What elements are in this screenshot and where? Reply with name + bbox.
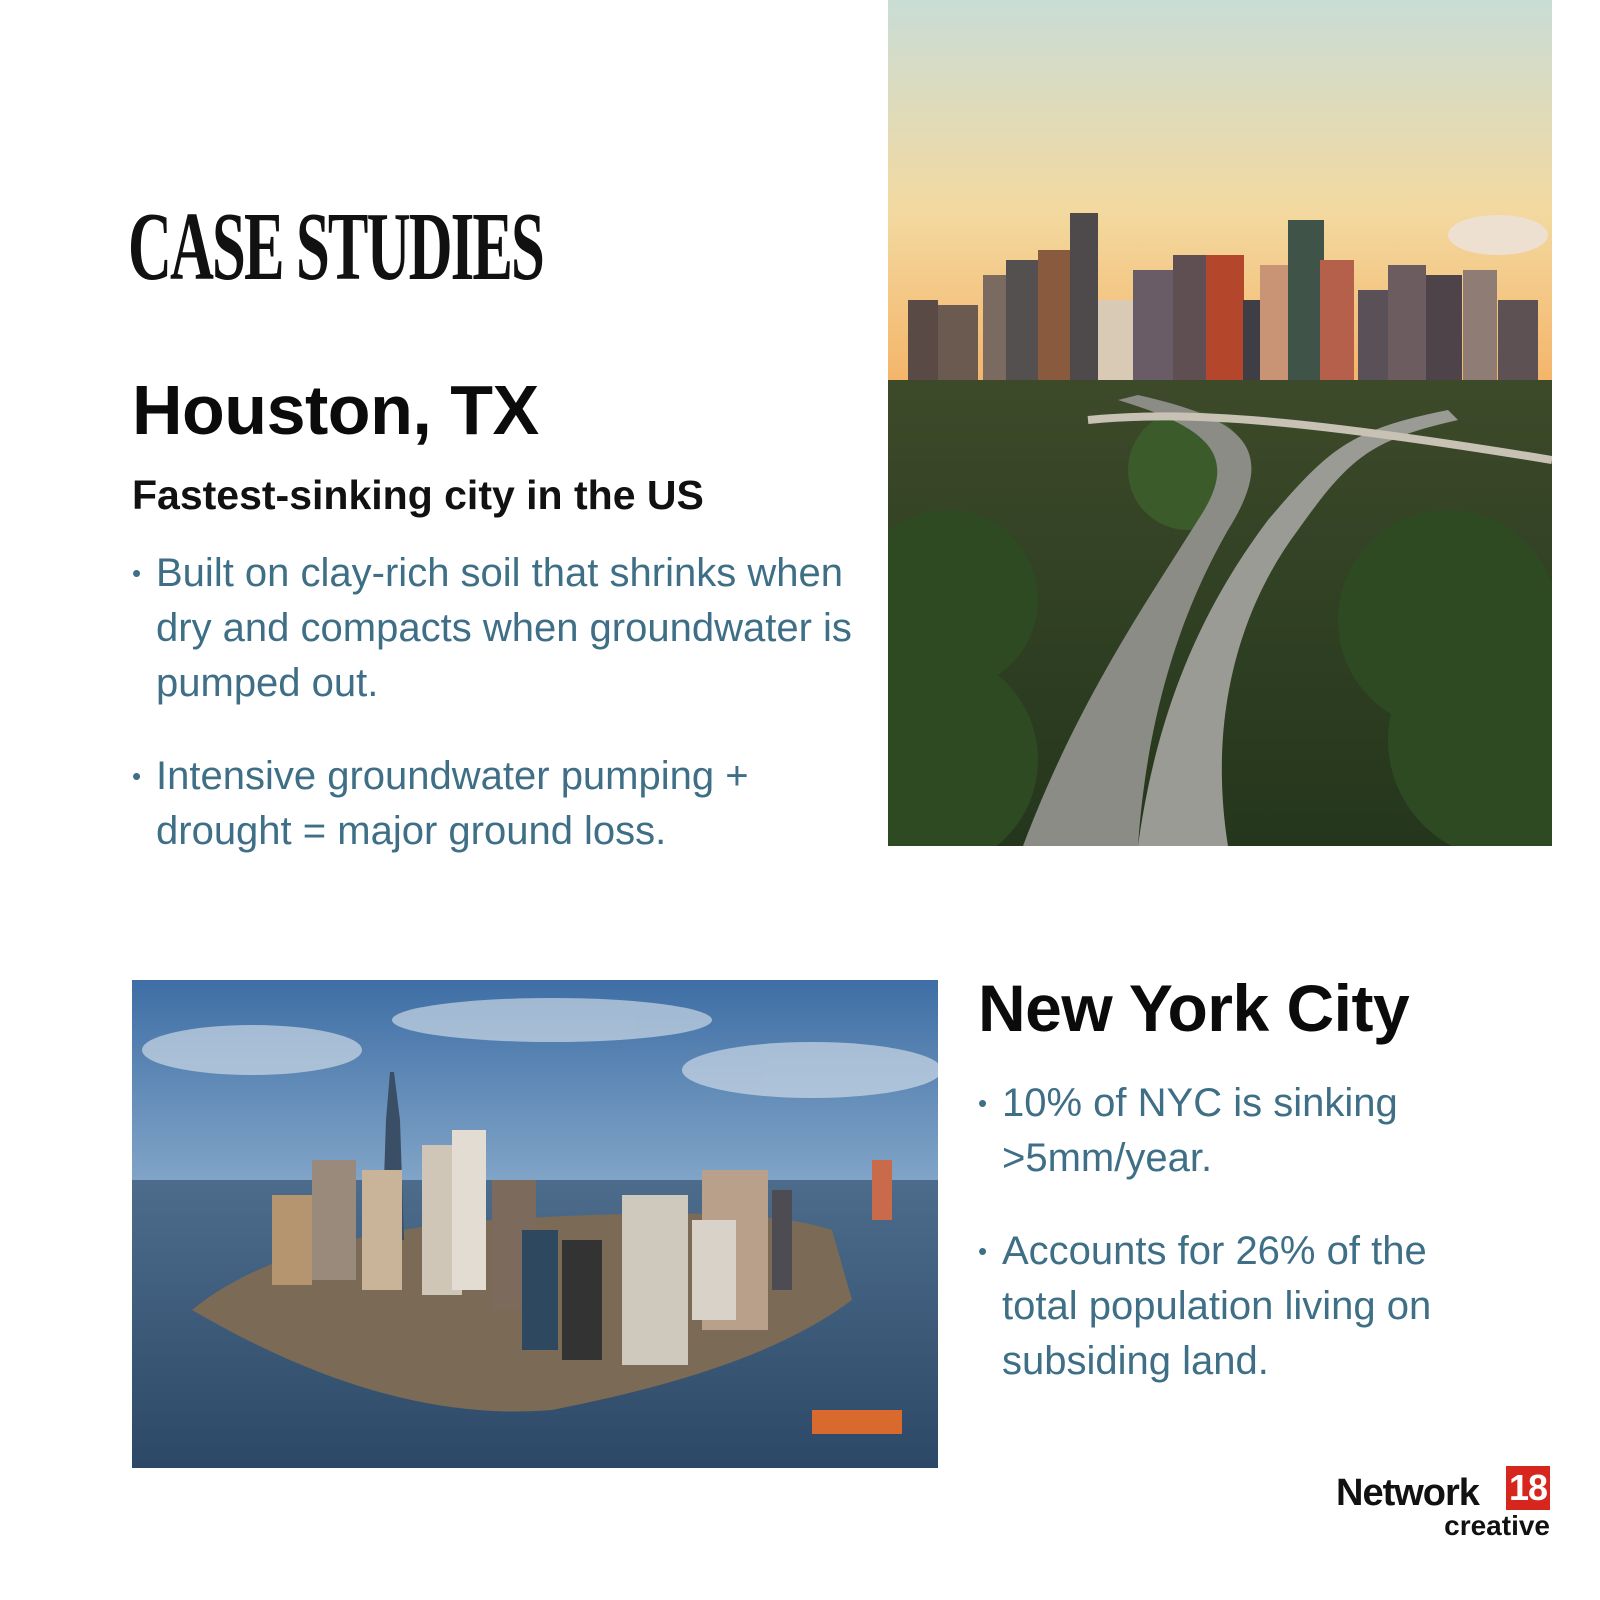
houston-skyline-photo (888, 0, 1552, 846)
logo-word: Network (1336, 1472, 1479, 1514)
nyc-bullets (978, 1076, 1448, 1389)
houston-title: Houston, TX (132, 371, 539, 449)
nyc-bullet-2: • Accounts for 26% of the total population living on subsiding land. (978, 1224, 1448, 1389)
logo-number-badge: 18 (1506, 1466, 1550, 1510)
houston-bullet-1: • Built on clay-rich soil that shrinks when dry and compacts when groundwater is pumped out. (132, 546, 872, 711)
nyc-skyline-photo (132, 980, 938, 1468)
page-title: CASE STUDIES (128, 193, 543, 301)
logo-sub: creative (1444, 1510, 1550, 1541)
houston-bullet-2: • Intensive groundwater pumping + drought = major ground loss. (132, 749, 872, 859)
nyc-bullet-1: • 10% of NYC is sinking >5mm/year. (978, 1076, 1448, 1186)
network18-logo (1336, 1466, 1552, 1550)
houston-bullets (132, 546, 872, 859)
nyc-title: New York City (978, 971, 1410, 1045)
houston-subtitle: Fastest-sinking city in the US (132, 472, 704, 518)
